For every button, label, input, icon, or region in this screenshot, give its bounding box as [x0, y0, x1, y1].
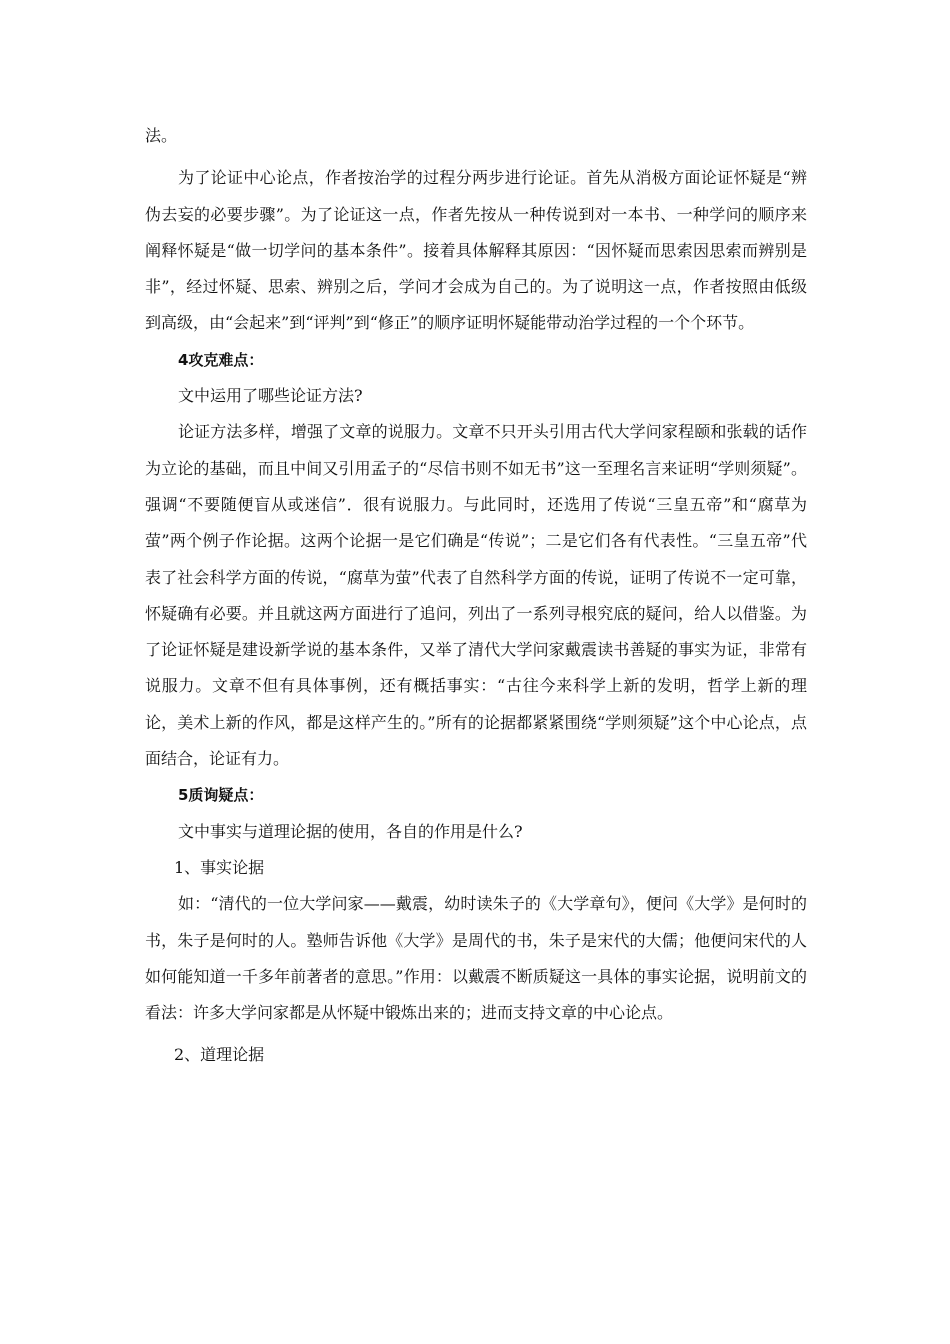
subheading-factual-evidence: 1、事实论据: [174, 857, 265, 877]
document-page: [145, 118, 807, 1074]
question-5: 文中事实与道理论据的使用，各自的作用是什么?: [178, 821, 523, 841]
section-heading-5: 5质询疑点：: [178, 786, 264, 805]
subheading-reasoning-evidence: 2、道理论据: [174, 1045, 265, 1065]
section-heading-4: 4攻克难点：: [178, 350, 264, 369]
paragraph-argument-structure: 为了论证中心论点，作者按治学的过程分两步进行论证。首先从消极方面论证怀疑是“辨伪去妄的必要步骤”。为了论证这一点，作者先按从一种传说到对一本书、一种学问的顺序来阐释怀疑是“做一切学问的基本条件”。接着具体解释其原因：“因怀疑而思索因思索而辨别是非”，经过怀疑、思索、辨别之后，学问才会成为自己的。为了说明这一点，作者按照由低级到高级，由“会起来”到“评判”到“修正”的顺序证明怀疑能带动治学过程的一个个环节。: [145, 168, 807, 333]
paragraph-argument-methods: 论证方法多样，增强了文章的说服力。文章不只开头引用古代大学问家程颐和张载的话作为立论的基础，而且中间又引用孟子的“尽信书则不如无书”这一至理名言来证明“学则须疑”。强调“不要随便盲从或迷信”．很有说服力。与此同时，还选用了传说“三皇五帝”和“腐草为萤”两个例子作论据。这两个论据一是它们确是“传说”；二是它们各有代表性。“三皇五帝”代表了社会科学方面的传说，“腐草为萤”代表了自然科学方面的传说，证明了传说不一定可靠，怀疑确有必要。并且就这两方面进行了追问，列出了一系列寻根究底的疑问，给人以借鉴。为了论证怀疑是建设新学说的基本条件，又举了清代大学问家戴震读书善疑的事实为证，非常有说服力。文章不但有具体事例，还有概括事实：“古往今来科学上新的发明，哲学上新的理论，美术上新的作风，都是这样产生的。”所有的论据都紧紧围绕“学则须疑”这个中心论点，点面结合，论证有力。: [145, 422, 807, 769]
text-line: 法。: [145, 126, 178, 145]
paragraph-factual-evidence: 如：“清代的一位大学问家——戴震，幼时读朱子的《大学章句》，便问《大学》是何时的书，朱子是何时的人。塾师告诉他《大学》是周代的书，朱子是宋代的大儒；他便问宋代的人如何能知道一千多年前著者的意思。”作用：以戴震不断质疑这一具体的事实论据，说明前文的看法：许多大学问家都是从怀疑中锻炼出来的；进而支持文章的中心论点。: [145, 894, 807, 1023]
question-4: 文中运用了哪些论证方法?: [178, 386, 363, 406]
